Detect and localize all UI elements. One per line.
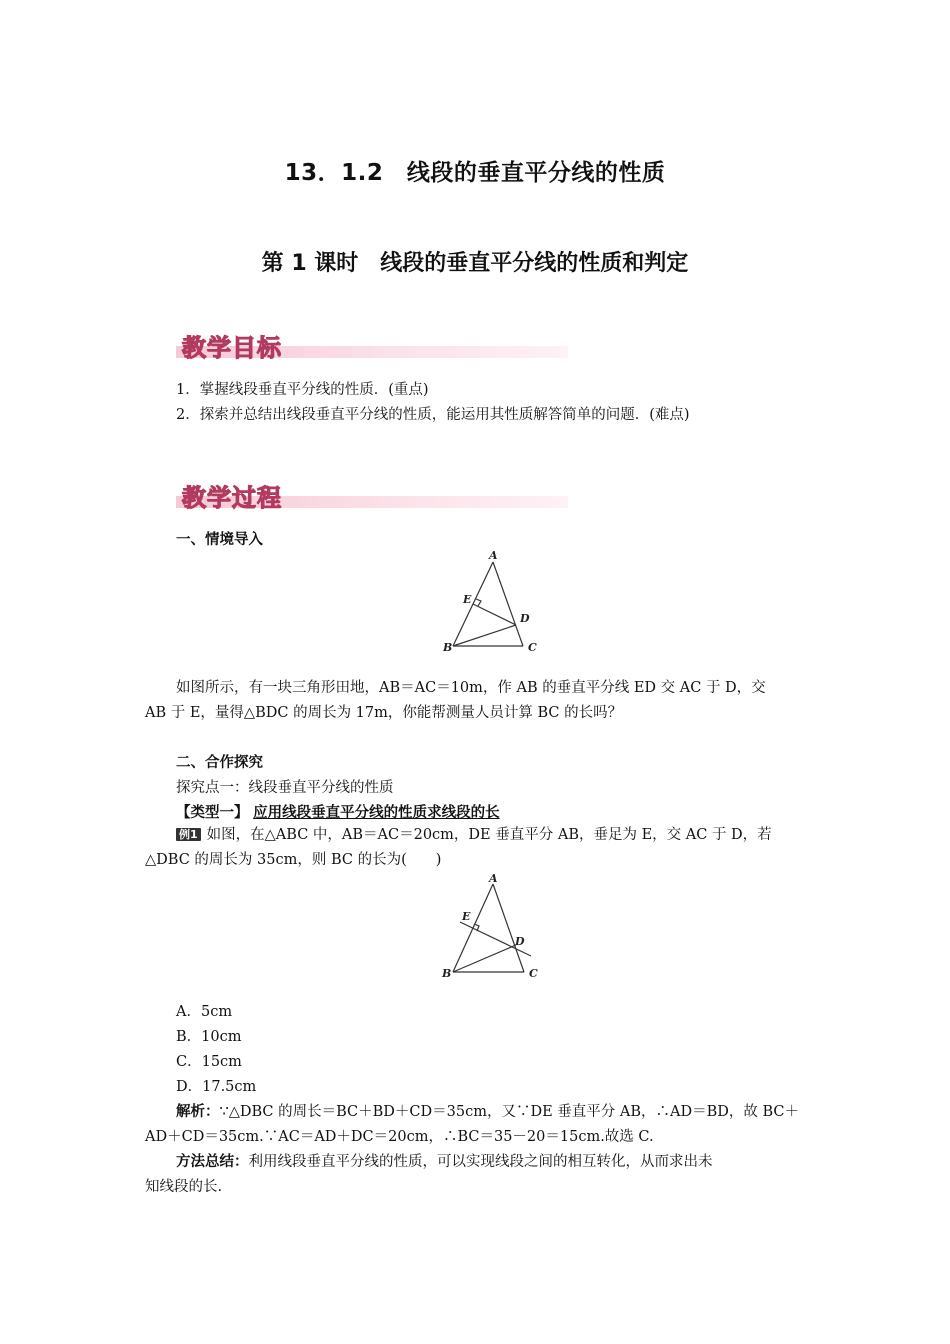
example-badge: 例1 — [176, 828, 201, 841]
option-d: D．17.5cm — [176, 1079, 257, 1095]
triangle-figure-2 — [436, 870, 548, 982]
process-banner-label: 教学过程 — [182, 484, 282, 512]
section1-para-line1: 如图所示，有一块三角形田地，AB＝AC＝10m，作 AB 的垂直平分线 ED 交 AC 于 D，交 — [176, 680, 766, 696]
label-d: D — [515, 935, 525, 948]
goals-banner — [176, 328, 568, 360]
example-line1 — [176, 823, 772, 848]
label-c: C — [528, 641, 537, 654]
example-text-line1: 如图，在△ABC 中，AB＝AC＝20cm，DE 垂直平分 AB，垂足为 E，交 AC 于 D，若 — [206, 827, 772, 843]
analysis-line1 — [176, 1100, 799, 1125]
summary-line2: 知线段的长. — [145, 1179, 223, 1195]
goal-item-1: 1．掌握线段垂直平分线的性质．(重点) — [176, 382, 429, 398]
summary-text-line1: 利用线段垂直平分线的性质，可以实现线段之间的相互转化，从而求出未 — [248, 1154, 713, 1170]
side-ac — [493, 562, 523, 646]
type-label: 【类型一】 — [176, 805, 249, 821]
goal-item-2: 2．探索并总结出线段垂直平分线的性质，能运用其性质解答简单的问题．(难点) — [176, 407, 690, 423]
label-b: B — [442, 967, 452, 980]
label-d: D — [520, 612, 530, 625]
label-e: E — [462, 910, 471, 923]
explore-point-heading: 探究点一：线段垂直平分线的性质 — [176, 780, 394, 796]
summary-label: 方法总结： — [176, 1154, 249, 1170]
label-a: A — [489, 872, 498, 885]
side-ac — [493, 884, 524, 972]
goals-banner-label: 教学目标 — [182, 334, 282, 362]
option-c: C．15cm — [176, 1054, 242, 1070]
label-e: E — [463, 593, 472, 606]
section1-para-line2: AB 于 E，量得△BDC 的周长为 17m，你能帮测量人员计算 BC 的长吗？ — [145, 705, 623, 721]
segment-bd — [453, 625, 516, 646]
example-line2: △DBC 的周长为 35cm，则 BC 的长为( ) — [145, 852, 442, 868]
page-title: 13．1.2 线段的垂直平分线的性质 — [284, 160, 666, 186]
label-b: B — [443, 641, 453, 654]
type-title: 应用线段垂直平分线的性质求线段的长 — [253, 805, 500, 821]
analysis-text-line1: ∵△DBC 的周长＝BC＋BD＋CD＝35cm，又∵DE 垂直平分 AB，∴AD＝BD，故 BC＋ — [219, 1104, 800, 1120]
segment-bd — [453, 945, 516, 972]
summary-line1 — [176, 1150, 713, 1175]
label-a: A — [489, 549, 498, 562]
section2-heading: 二、合作探究 — [176, 755, 263, 771]
analysis-line2: AD＋CD＝35cm.∵AC＝AD＋DC＝20cm，∴BC＝35－20＝15cm.故选 C. — [145, 1129, 654, 1145]
triangle-figure-1 — [436, 548, 548, 656]
label-c: C — [529, 967, 538, 980]
process-banner — [176, 478, 568, 510]
option-b: B．10cm — [176, 1029, 242, 1045]
option-a: A．5cm — [176, 1004, 233, 1020]
right-angle-mark — [476, 599, 481, 606]
section1-heading: 一、情境导入 — [176, 532, 263, 548]
lesson-subtitle: 第 1 课时 线段的垂直平分线的性质和判定 — [261, 251, 689, 276]
analysis-label: 解析： — [176, 1104, 220, 1120]
